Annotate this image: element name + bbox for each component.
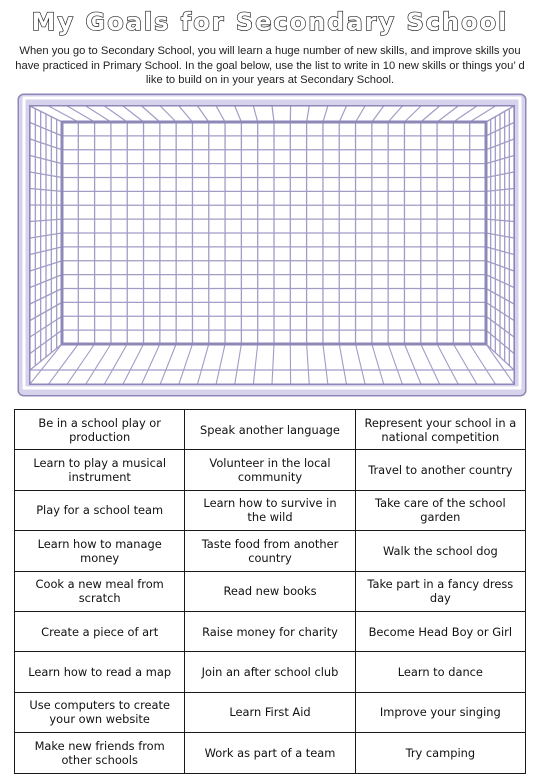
- skill-cell: Take care of the school garden: [355, 490, 525, 530]
- skill-cell: Learn how to read a map: [15, 652, 185, 692]
- net-line: [323, 106, 328, 122]
- net-line: [104, 344, 127, 384]
- net-line: [142, 344, 160, 384]
- net-line: [307, 344, 310, 384]
- net-line: [272, 344, 274, 384]
- net-line: [437, 106, 458, 122]
- skill-cell: Cook a new meal from scratch: [15, 571, 185, 611]
- net-line: [198, 344, 209, 384]
- skill-cell: Learn to dance: [355, 652, 525, 692]
- net-line: [216, 106, 225, 122]
- net-line: [272, 106, 274, 122]
- skills-table: [14, 409, 526, 774]
- goal-net: [30, 106, 514, 384]
- net-line: [339, 344, 346, 384]
- skill-cell: Learn to play a musical instrument: [15, 450, 185, 490]
- net-line: [356, 344, 366, 384]
- net-line: [235, 344, 242, 384]
- skill-cell: Use computers to create your own website: [15, 692, 185, 732]
- skill-cell: Represent your school in a national competition: [355, 410, 525, 450]
- soccer-goal-illustration: [16, 92, 528, 398]
- net-line: [404, 106, 420, 122]
- skill-cell: Improve your singing: [355, 692, 525, 732]
- net-line: [339, 106, 346, 122]
- net-line: [388, 344, 402, 384]
- net-line: [253, 106, 257, 122]
- skills-row: [15, 531, 526, 571]
- net-line: [198, 106, 209, 122]
- goal-frame: [24, 98, 520, 390]
- skill-cell: Speak another language: [185, 410, 355, 450]
- net-line: [123, 344, 143, 384]
- net-line: [323, 344, 328, 384]
- net-line: [86, 344, 111, 384]
- skill-cell: Make new friends from other schools: [15, 733, 185, 773]
- net-line: [49, 106, 79, 122]
- net-line: [421, 344, 440, 384]
- net-line: [235, 106, 242, 122]
- skill-cell: Join an after school club: [185, 652, 355, 692]
- net-line: [372, 106, 384, 122]
- skill-cell: Taste food from another country: [185, 531, 355, 571]
- skill-cell: Play for a school team: [15, 490, 185, 530]
- net-line: [179, 344, 193, 384]
- skill-cell: Volunteer in the local community: [185, 450, 355, 490]
- skill-cell: Take part in a fancy dress day: [355, 571, 525, 611]
- instructions-text: When you go to Secondary School, you will learn a huge number of new skills, and improve skills you have practiced in Primary School. In the goal below, use the list to write in 10 new skills or things you’ d like to build on in your years at Secondary School.: [15, 45, 525, 86]
- skill-cell: Learn how to survive in the wild: [185, 490, 355, 530]
- page-title: My Goals for Secondary School: [31, 8, 509, 36]
- skills-row: [15, 450, 526, 490]
- skill-cell: Create a piece of art: [15, 611, 185, 651]
- net-line: [160, 344, 176, 384]
- skills-row: [15, 490, 526, 530]
- net-line: [307, 106, 310, 122]
- net-line: [142, 106, 160, 122]
- skill-cell: Learn First Aid: [185, 692, 355, 732]
- net-line: [437, 344, 458, 384]
- skill-cell: Be in a school play or production: [15, 410, 185, 450]
- skills-row: [15, 733, 526, 773]
- skills-row: [15, 652, 526, 692]
- skill-cell: Read new books: [185, 571, 355, 611]
- net-line: [253, 344, 257, 384]
- skills-row: [15, 410, 526, 450]
- skills-row: [15, 611, 526, 651]
- skill-cell: Travel to another country: [355, 450, 525, 490]
- skill-cell: Try camping: [355, 733, 525, 773]
- skills-row: [15, 692, 526, 732]
- net-line: [49, 344, 79, 384]
- skill-cell: Work as part of a team: [185, 733, 355, 773]
- net-line: [216, 344, 225, 384]
- skill-cell: Become Head Boy or Girl: [355, 611, 525, 651]
- skills-row: [15, 571, 526, 611]
- net-line: [160, 106, 176, 122]
- skill-cell: Walk the school dog: [355, 531, 525, 571]
- net-line: [179, 106, 193, 122]
- net-line: [372, 344, 384, 384]
- net-line: [67, 344, 94, 384]
- net-line: [388, 106, 402, 122]
- skill-cell: Raise money for charity: [185, 611, 355, 651]
- skill-cell: Learn how to manage money: [15, 531, 185, 571]
- net-line: [123, 106, 143, 122]
- net-line: [404, 344, 420, 384]
- net-line: [421, 106, 440, 122]
- net-line: [356, 106, 366, 122]
